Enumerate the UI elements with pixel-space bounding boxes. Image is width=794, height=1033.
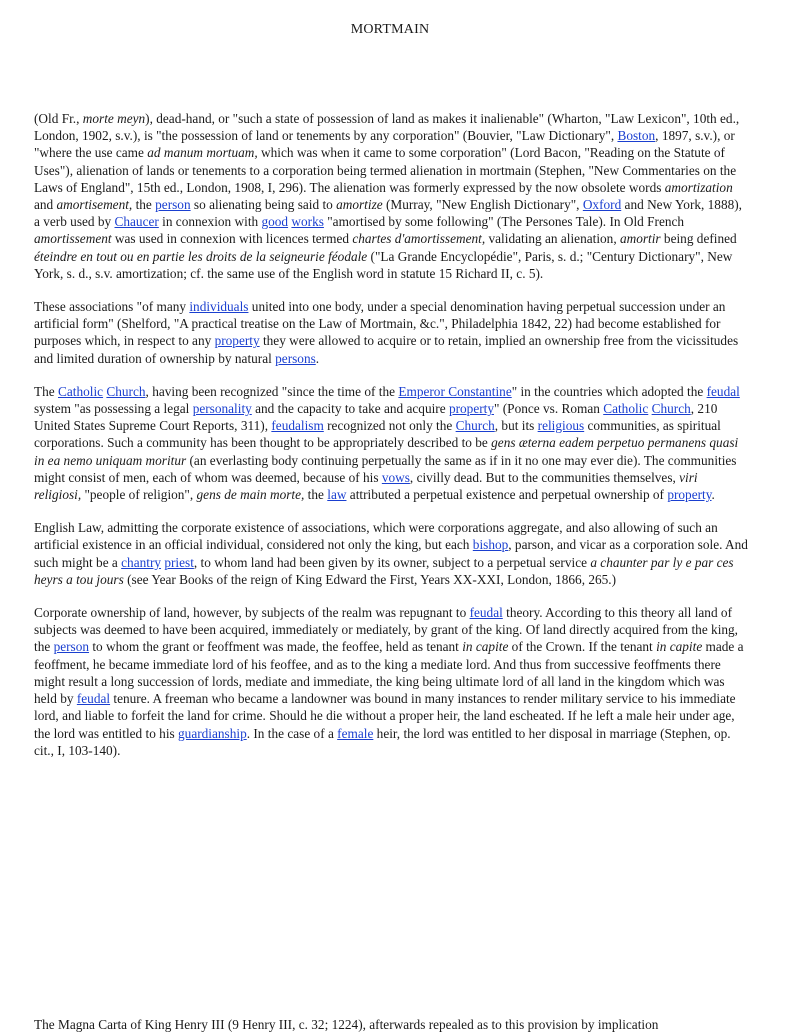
inline-link[interactable]: law [327, 487, 347, 503]
paragraph [34, 604, 748, 759]
italic-term: in capite [656, 639, 703, 655]
text-run: , to whom land had been given by its owner, subject to a perpetual service [193, 554, 591, 570]
text-run: ("La Grande Encyclopédie", Paris, s. d.; "Century Dictionary", New York, s. d., s.v. amortization; cf. the same use of the English word in statute 15 Richard II, c. 5). [34, 248, 733, 281]
text-run: , civilly dead. But to the communities themselves, [409, 469, 680, 485]
text-run: of the Crown. If the tenant [508, 639, 657, 655]
inline-link[interactable]: feudal [469, 605, 503, 621]
text-run: system "as possessing a legal [34, 401, 193, 417]
inline-link[interactable]: bishop [472, 537, 509, 553]
text-run: attributed a perpetual existence and perpetual ownership of [346, 487, 668, 503]
text-run: " in the countries which adopted the [511, 383, 707, 399]
inline-link[interactable]: Emperor Constantine [398, 383, 512, 399]
inline-link[interactable]: female [337, 725, 374, 741]
paragraph [34, 110, 748, 282]
text-run: , 210 United States Supreme Court Reports, 311), [34, 401, 718, 434]
inline-link[interactable]: Catholic [603, 401, 649, 417]
text-run: , 1897, s.v.), or "where the use came [34, 128, 735, 161]
italic-term: amortisement, [56, 197, 133, 213]
text-run: and the capacity to take and acquire [251, 401, 449, 417]
inline-link[interactable]: chantry [121, 554, 162, 570]
article-body [34, 110, 748, 775]
text-run: . [315, 350, 320, 366]
inline-link[interactable]: Boston [617, 128, 656, 144]
text-run: the [132, 197, 156, 213]
inline-link[interactable]: property [667, 487, 712, 503]
text-run: so alienating being said to [190, 197, 337, 213]
italic-term: in capite [462, 639, 509, 655]
text-run: they were allowed to acquire or to retain, implied an ownership free from the vicissitudes and limited duration of ownership by natural [34, 333, 739, 366]
text-run: The [34, 383, 58, 399]
text-run: tenure. A freeman who became a landowner was bound in many instances to render military service to his immediate lord, and liable to forfeit the land for crime. Should he die without a proper heir, the land escheated. If he left a male heir under age, the lord was entitled to his [34, 691, 736, 741]
text-run: and New York, 1888), a verb used by [34, 197, 743, 230]
italic-term: morte meyn [82, 111, 146, 126]
inline-link[interactable]: Church [455, 418, 495, 434]
inline-link[interactable]: Catholic [58, 383, 104, 399]
italic-term: amortir [619, 231, 661, 247]
text-run: , having been recognized "since the time of the [145, 383, 399, 399]
text-run: theory. According to this theory all land of subjects was deemed to have been acquired, immediately or mediately, by grant of the king. Of land directly acquired from the king, the [34, 605, 739, 655]
inline-link[interactable]: Church [651, 401, 691, 417]
text-run: to whom the grant or feoffment was made, the feoffee, held as tenant [89, 639, 463, 655]
text-run: in connexion with [158, 214, 262, 230]
text-run: , but its [494, 418, 538, 434]
text-run: (Old Fr., [34, 111, 83, 126]
italic-term: a chaunter par ly e par ces heyrs a tou jours [34, 554, 734, 587]
italic-term: viri religiosi, [34, 469, 698, 503]
text-run: being defined [660, 231, 737, 247]
inline-link[interactable]: property [214, 333, 260, 349]
inline-link[interactable]: person [155, 197, 191, 213]
text-run: (Murray, "New English Dictionary", [382, 197, 583, 213]
italic-term: chartes d'amortissement, [352, 231, 486, 247]
text-run: which was when it came to some corporation" (Lord Bacon, "Reading on the Statute of Uses"), alienation of lands or tenements to a corporation being termed alienation in mortmain (Stephen, "New Commentaries on the Laws of England", 15th ed., London, 1908, I, 296). The alienation was formerly expressed by the now obsolete words [34, 145, 737, 195]
inline-link[interactable]: religious [537, 418, 585, 434]
inline-link[interactable]: individuals [189, 299, 249, 315]
text-run: the [304, 487, 328, 503]
inline-link[interactable]: Oxford [582, 197, 622, 213]
italic-term: ad manum mortuam, [147, 145, 258, 161]
text-run: , parson, and vicar as a corporation sole. And such might be a [34, 537, 748, 570]
inline-link[interactable]: Chaucer [114, 214, 159, 230]
trailing-paragraph-fragment: The Magna Carta of King Henry III (9 Henry III, c. 32; 1224), afterwards repealed as to this provision by implication [34, 1017, 659, 1032]
italic-term: gens de main morte, [196, 487, 305, 503]
inline-link[interactable]: vows [381, 469, 410, 485]
paragraph [34, 298, 748, 367]
text-run: (see Year Books of the reign of King Edward the First, Years XX-XXI, London, 1866, 265.) [123, 571, 617, 587]
text-run: validating an alienation, [485, 231, 620, 247]
text-run: English Law, admitting the corporate existence of associations, which were corporations aggregate, and also allowing of such an artificial existence in an official individual, considered not only the king, but each [34, 520, 718, 553]
text-run: and [34, 197, 57, 213]
paragraph [34, 519, 748, 588]
inline-link[interactable]: priest [164, 554, 194, 570]
inline-link[interactable]: feudalism [271, 418, 324, 434]
italic-term: amortization [664, 179, 733, 195]
text-run: "people of religion", [81, 487, 197, 503]
paragraph [34, 383, 748, 503]
text-run: "amortised by some following" (The Persones Tale). In Old French [323, 214, 685, 230]
text-run: These associations "of many [34, 299, 190, 315]
text-run: communities, as spiritual corporations. Such a community has been thought to be appropriately described to be [34, 418, 721, 451]
text-run: . In the case of a [246, 725, 338, 741]
text-run: recognized not only the [323, 418, 456, 434]
inline-link[interactable]: feudal [706, 383, 740, 399]
inline-link[interactable]: works [291, 214, 324, 230]
text-run: ), dead-hand, or "such a state of possession of land as makes it inalienable" (Wharton, "Law Lexicon", 10th ed., London, 1902, s.v.), is "the possession of land or tenements by any corporation" (Bouvier, "Law Dictionary", [34, 111, 740, 144]
inline-link[interactable]: person [53, 639, 90, 655]
italic-term: amortissement [34, 231, 112, 247]
text-run: " (Ponce vs. Roman [494, 401, 604, 417]
italic-term: gens æterna eadem perpetuo permanens quasi in ea nemo uniquam moritur [34, 435, 739, 468]
italic-term: amortize [336, 197, 383, 213]
inline-link[interactable]: persons [275, 350, 316, 366]
page-title: MORTMAIN [350, 22, 430, 37]
text-run: Corporate ownership of land, however, by subjects of the realm was repugnant to [34, 605, 470, 621]
text-run: heir, the lord was entitled to her disposal in marriage (Stephen, op. cit., I, 103-140). [34, 725, 731, 758]
inline-link[interactable]: personality [192, 401, 252, 417]
text-run: made a feoffment, he became immediate lord of his feoffee, and as to the king a mediate lord. And thus from successive feoffments there might result a long succession of lords, mediate and immediate, the king being ultimate lord of all land in the kingdom which was held by [34, 639, 744, 707]
inline-link[interactable]: Church [106, 383, 146, 399]
inline-link[interactable]: property [448, 401, 494, 417]
text-run: was used in connexion with licences termed [111, 231, 353, 247]
inline-link[interactable]: good [261, 214, 289, 230]
inline-link[interactable]: guardianship [178, 725, 247, 741]
text-run: . [711, 487, 715, 503]
text-run: united into one body, under a special denomination having perpetual succession under an artificial form" (Shelford, "A practical treatise on the Law of Mortmain, &c.", Philadelphia 1842, 22) had become established for purposes which, in respect to any [34, 299, 726, 349]
italic-term: éteindre en tout ou en partie les droits de la seigneurie féodale [34, 248, 368, 264]
text-run: (an everlasting body continuing perpetually the same as if in it no one may ever die). The communities might consist of men, each of whom was deemed, because of his [34, 452, 737, 485]
inline-link[interactable]: feudal [76, 691, 111, 707]
